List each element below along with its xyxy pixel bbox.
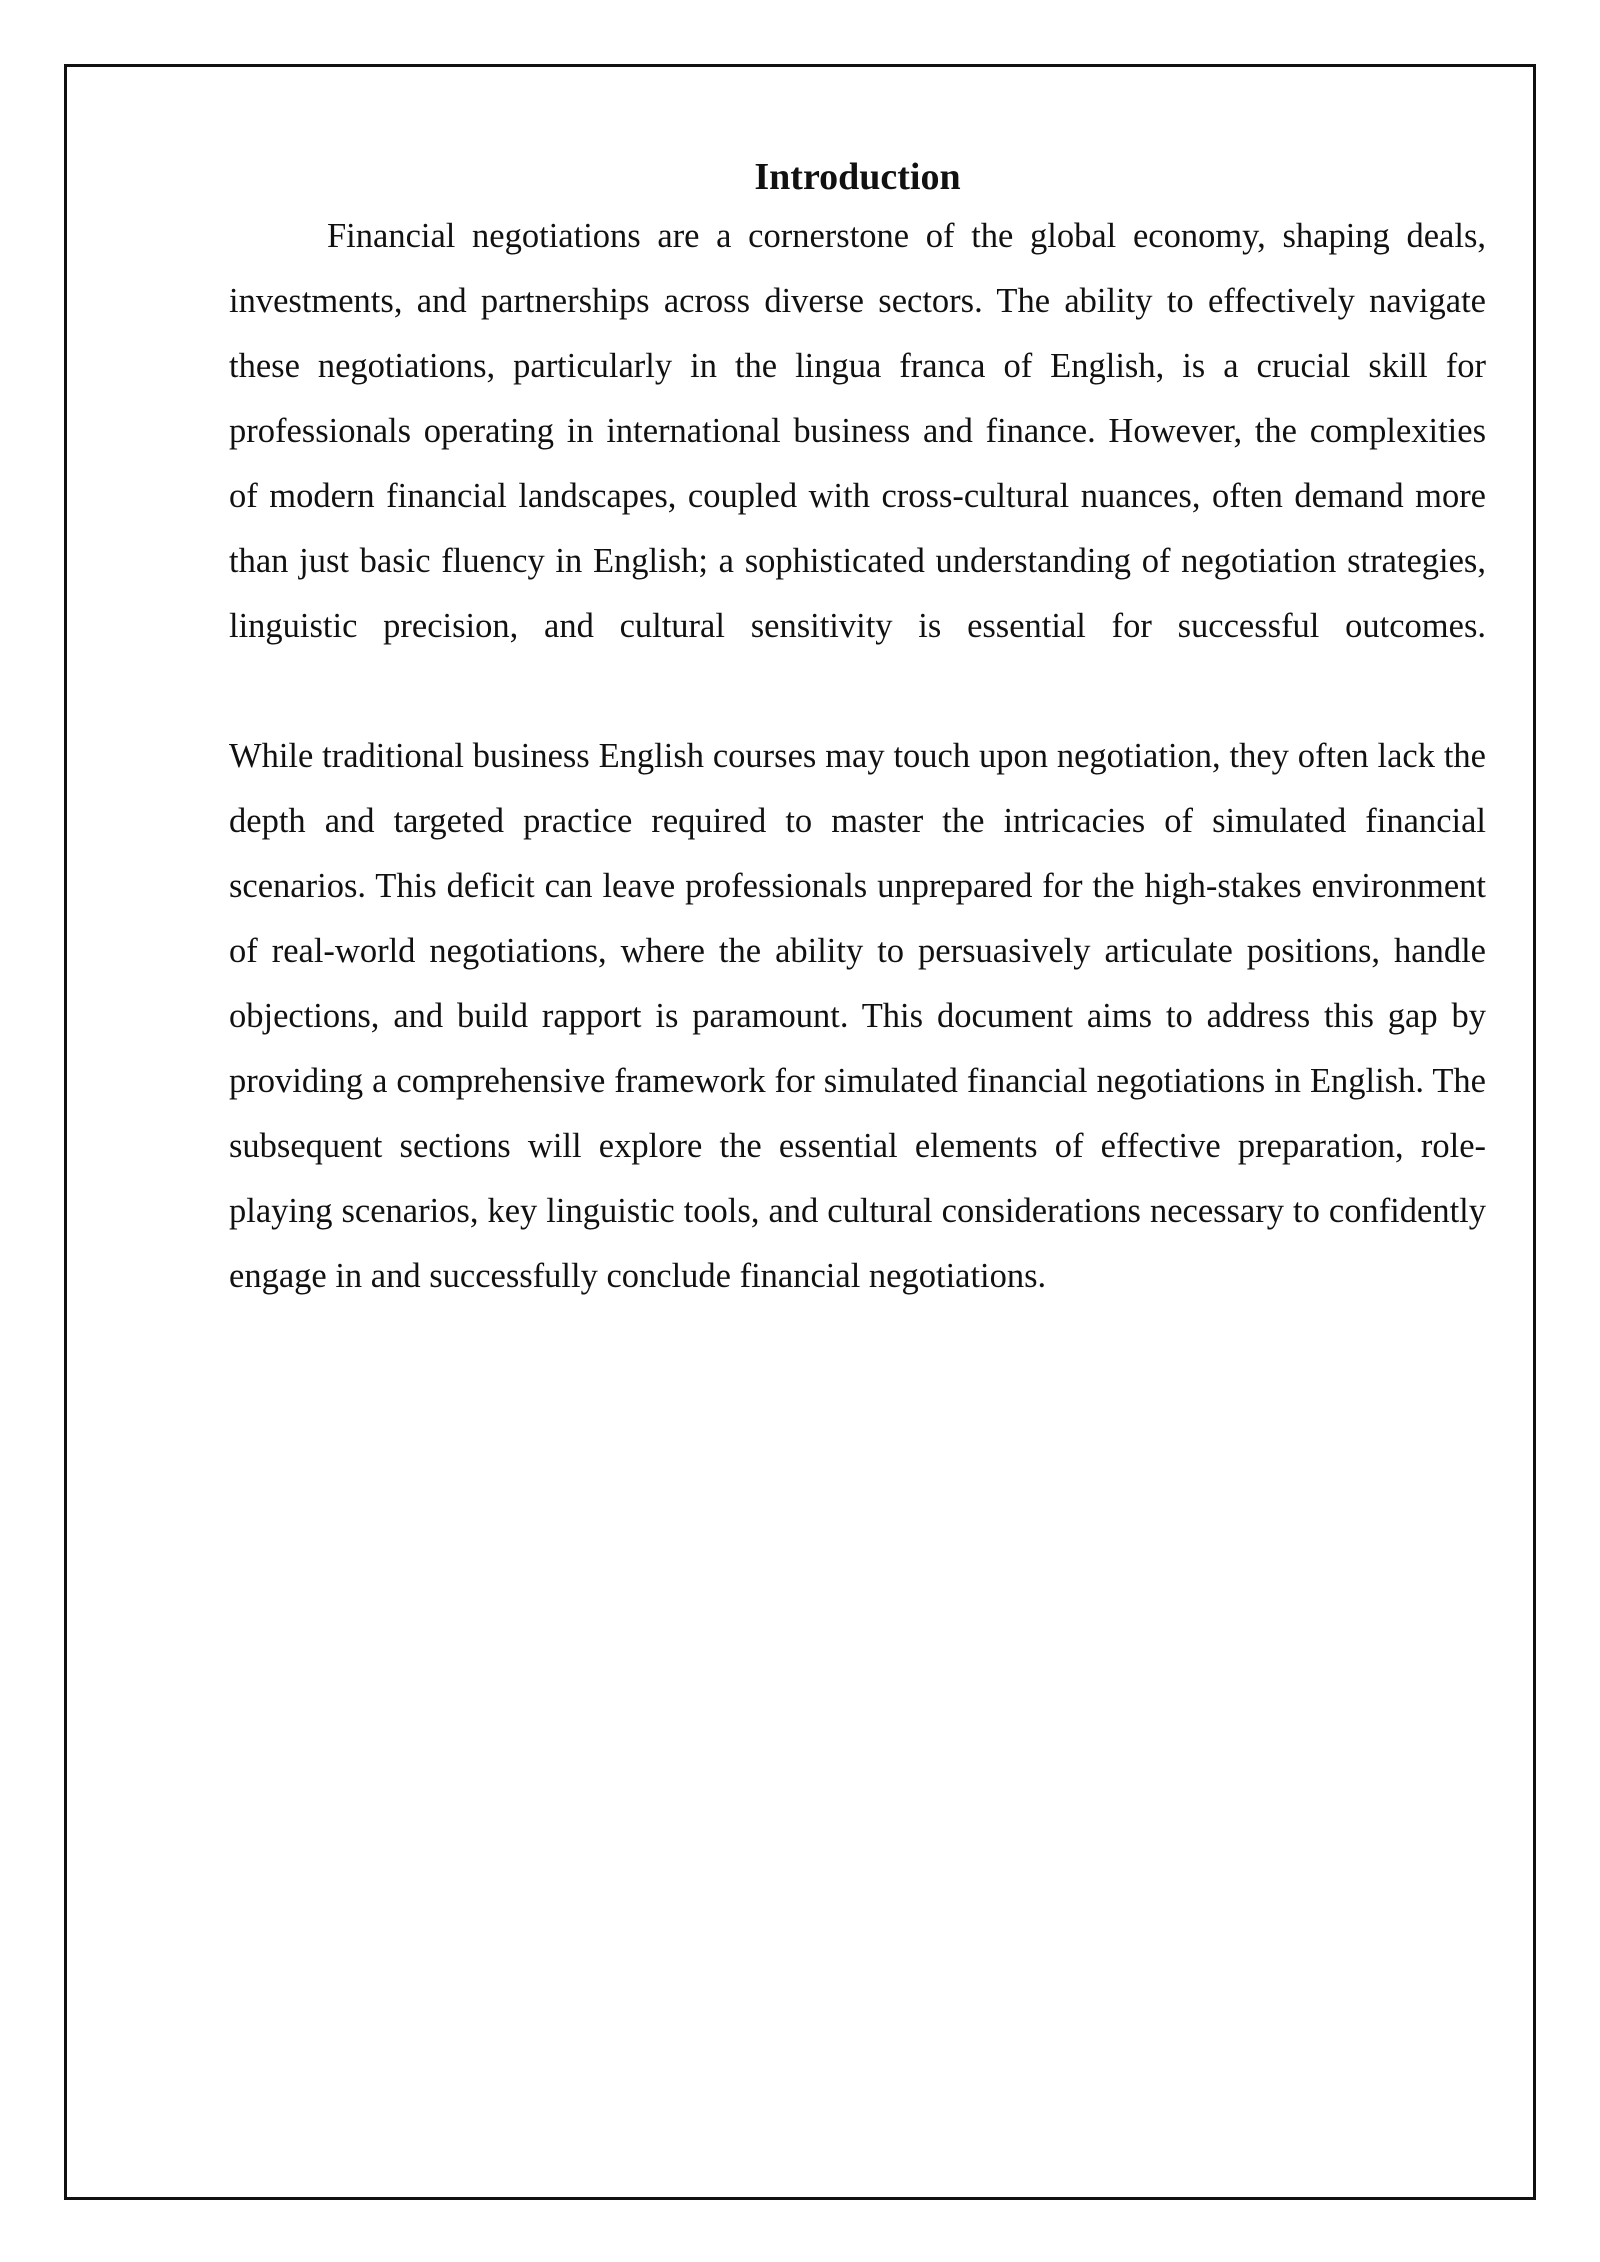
section-heading: Introduction <box>754 156 961 198</box>
paragraph-gap <box>229 659 1486 724</box>
paragraph-intro: Financial negotiations are a cornerstone of the global economy, shaping deals, investments, and partnerships across diverse sectors. The ability to effectively navigate these negotiations, particularly in the lingua franca of English, is a crucial skill for professionals operating in international business and finance. However, the complexities of modern financial landscapes, coupled with cross-cultural nuances, often demand more than just basic fluency in English; a sophisticated understanding of negotiation strategies, linguistic precision, and cultural sensitivity is essential for successful outcomes. <box>229 217 1486 645</box>
document-body <box>229 150 1486 1309</box>
paragraph-body: While traditional business English courses may touch upon negotiation, they often lack the depth and targeted practice required to master the intricacies of simulated financial scenarios. This deficit can leave professionals unprepared for the high-stakes environment of real-world negotiations, where the ability to persuasively articulate positions, handle objections, and build rapport is paramount. This document aims to address this gap by providing a comprehensive framework for simulated financial negotiations in English. The subsequent sections will explore the essential elements of effective preparation, role-playing scenarios, key linguistic tools, and cultural considerations necessary to confidently engage in and successfully conclude financial negotiations. <box>229 737 1486 1295</box>
